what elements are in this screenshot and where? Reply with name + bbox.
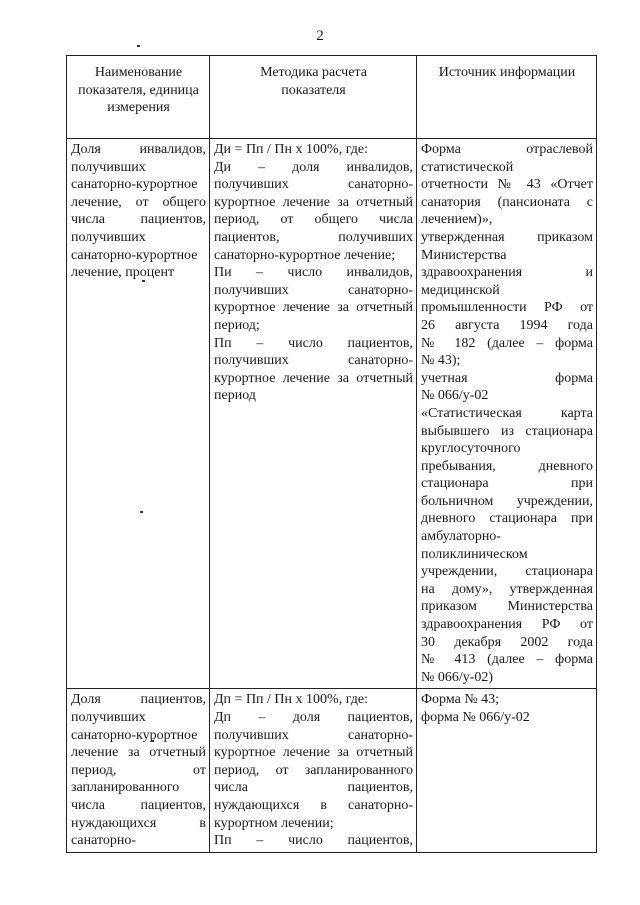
text-line: показателя — [281, 82, 346, 98]
text-line: Доля инвалидов, — [71, 142, 206, 157]
text-line: отчетности № 43 «Отчет — [421, 177, 593, 193]
text-line: № 066/у-02) — [421, 669, 494, 685]
text-line: Методика расчета — [260, 65, 367, 80]
text-line: получивших санаторно- — [214, 727, 413, 743]
text-line: № 413 (далее – форма — [421, 652, 593, 668]
cell-text — [421, 64, 593, 82]
text-line: учреждении, стационара — [421, 564, 593, 580]
text-line: период, от запланированного — [214, 762, 413, 778]
text-line: курортное лечение за отчетный — [214, 300, 413, 316]
text-line: получивших санаторно- — [214, 177, 413, 193]
text-line: форма № 066/у-02 — [421, 710, 530, 725]
text-line: получивших — [71, 710, 146, 725]
text-line: период — [214, 388, 256, 404]
text-line: Источник информации — [438, 65, 576, 80]
table-row — [67, 689, 597, 852]
cell-information-source — [417, 139, 597, 689]
cell-calculation-method — [210, 689, 417, 852]
header-indicator-name — [67, 56, 210, 139]
text-line: № 182 (далее – форма — [421, 335, 593, 351]
text-line: лечение, от общего — [71, 194, 206, 210]
text-line: Дп – доля пациентов, — [214, 710, 413, 725]
text-line: получивших санаторно- — [214, 282, 413, 298]
cell-text — [421, 141, 593, 686]
text-line: Ди = Пп / Пн х 100%, где: — [214, 142, 368, 157]
table-header-row — [67, 56, 597, 139]
text-line: Пп – число пациентов, — [214, 335, 413, 351]
text-line: Доля пациентов, — [71, 692, 206, 708]
text-line: пребывания, дневного — [421, 458, 593, 474]
text-line: период, от — [71, 762, 206, 778]
text-line: дневного стационара при — [421, 511, 593, 527]
text-line: Дп = Пп / Пн х 100%, где: — [214, 692, 368, 708]
text-line: «Статистическая карта — [421, 405, 593, 421]
text-line: амбулаторно- — [421, 529, 501, 545]
text-line: санатория (пансионата с — [421, 194, 593, 210]
text-line: период; — [214, 317, 260, 333]
text-line: показателя, единица — [78, 82, 199, 98]
text-line: 26 августа 1994 года — [421, 317, 593, 333]
text-line: на дому», утвержденная — [421, 581, 593, 597]
header-calculation-method — [210, 56, 417, 139]
text-line: санаторно- — [71, 833, 137, 849]
text-line: Форма отраслевой — [421, 142, 593, 157]
text-line: статистической — [421, 159, 514, 175]
header-information-source — [417, 56, 597, 139]
text-line: Пи – число инвалидов, — [214, 265, 413, 281]
text-line: больничном учреждении, — [421, 493, 593, 509]
text-line: курортном лечении; — [214, 815, 334, 831]
text-line: нуждающихся в санаторно- — [214, 797, 413, 813]
cell-text — [214, 64, 413, 99]
text-line: Пп – число пациентов, — [214, 833, 413, 849]
text-line: санаторно-курортное — [71, 727, 198, 743]
text-line: медицинской — [421, 282, 500, 298]
text-line: № 066/у-02 — [421, 388, 489, 404]
text-line: круглосуточного — [421, 441, 521, 457]
text-line: приказом Министерства — [421, 599, 593, 615]
cell-text — [71, 64, 206, 117]
text-line: утвержденная приказом — [421, 229, 593, 245]
text-line: 30 декабря 2002 года — [421, 634, 593, 650]
text-line: числа пациентов, — [71, 212, 206, 228]
text-line: получивших санаторно- — [214, 353, 413, 369]
text-line: измерения — [107, 100, 170, 116]
text-line: курортное лечение за отчетный — [214, 745, 413, 761]
text-line: поликлиническом — [421, 546, 528, 562]
cell-indicator-name — [67, 139, 210, 689]
text-line: курортное лечение за отчетный — [214, 194, 413, 210]
text-line: курортное лечение за отчетный — [214, 370, 413, 386]
text-line: лечение, процент — [71, 265, 175, 281]
cell-text — [71, 691, 206, 849]
text-line: лечение за отчетный — [71, 745, 206, 761]
text-line: период, от общего числа — [214, 212, 413, 228]
table-row — [67, 139, 597, 689]
cell-text — [421, 691, 593, 726]
text-line: нуждающихся в — [71, 815, 206, 831]
cell-indicator-name — [67, 689, 210, 852]
text-line: числа пациентов, — [214, 780, 413, 796]
text-line: Ди – доля инвалидов, — [214, 159, 413, 175]
page-number: 2 — [316, 28, 324, 44]
text-line: лечением)», — [421, 212, 493, 228]
text-line: получивших — [71, 159, 146, 175]
text-line: санаторно-курортное — [71, 247, 198, 263]
text-line: Министерства — [421, 247, 507, 263]
cell-text — [214, 691, 413, 849]
text-line: стационара при — [421, 476, 593, 492]
text-line: учетная форма — [421, 370, 593, 386]
text-line: пациентов, получивших — [214, 229, 413, 245]
text-line: № 43); — [421, 353, 461, 369]
cell-information-source — [417, 689, 597, 852]
cell-text — [71, 141, 206, 282]
text-line: Форма № 43; — [421, 692, 500, 708]
text-line: санаторно-курортное лечение; — [214, 247, 396, 263]
text-line: числа пациентов, — [71, 797, 206, 813]
indicators-table — [66, 55, 597, 853]
cell-text — [214, 141, 413, 405]
text-line: Наименование — [94, 65, 183, 80]
text-line: промышленности РФ от — [421, 300, 593, 316]
text-line: санаторно-курортное — [71, 177, 198, 193]
text-line: здравоохранения РФ от — [421, 617, 593, 633]
cell-calculation-method — [210, 139, 417, 689]
scan-speck — [137, 45, 140, 47]
text-line: получивших — [71, 229, 146, 245]
text-line: выбывшего из стационара — [421, 423, 593, 439]
text-line: здравоохранения и — [421, 265, 593, 281]
text-line: запланированного — [71, 780, 180, 796]
